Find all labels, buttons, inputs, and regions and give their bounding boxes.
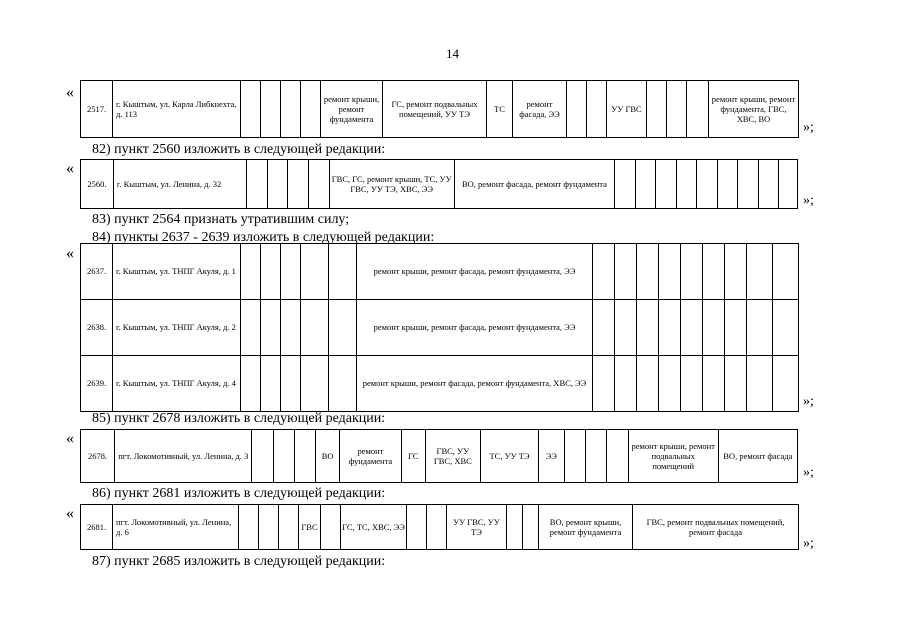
work-cell: ГС, ремонт подвальных помещений, УУ ТЭ: [383, 81, 487, 138]
work-cell: ремонт крыши, ремонт фасада, ремонт фундамента, ЭЭ: [357, 300, 593, 356]
address-cell: г. Кыштым, ул. ТНПГ Акуля, д. 4: [113, 356, 241, 412]
opening-quote: «: [66, 160, 74, 177]
address-cell: пгт. Локомотивный, ул. Ленина, д. 3: [115, 430, 252, 483]
closing-quote: »;: [803, 536, 814, 551]
opening-quote: «: [66, 84, 74, 101]
row-number: 2560.: [81, 160, 114, 209]
work-cell: ТС: [487, 81, 513, 138]
table-2637-2639: [80, 243, 799, 412]
row-number: 2678.: [81, 430, 115, 483]
opening-quote: «: [66, 245, 74, 262]
row-number: 2681.: [81, 505, 113, 550]
row-number: 2639.: [81, 356, 113, 412]
work-cell: ремонт фундамента: [339, 430, 401, 483]
page-number: 14: [446, 46, 459, 61]
address-cell: пгт. Локомотивный, ул. Ленина, д. 6: [113, 505, 239, 550]
work-cell: ВО, ремонт фасада, ремонт фундамента: [454, 160, 614, 209]
closing-quote: »;: [803, 193, 814, 208]
paragraph-83: 83) пункт 2564 признать утратившим силу;: [92, 212, 350, 227]
work-cell: УУ ГВС, УУ ТЭ: [447, 505, 507, 550]
work-cell: ремонт фасада, ЭЭ: [513, 81, 567, 138]
table-2517: [80, 80, 799, 138]
work-cell: ЭЭ: [538, 430, 564, 483]
address-cell: г. Кыштым, ул. ТНПГ Акуля, д. 1: [113, 244, 241, 300]
work-cell: ГС, ТС, ХВС, ЭЭ: [341, 505, 407, 550]
work-cell: ГВС, ГС, ремонт крыши, ТС, УУ ГВС, УУ ТЭ, ХВС, ЭЭ: [329, 160, 454, 209]
closing-quote: »;: [803, 465, 814, 480]
work-cell: ВО, ремонт крыши, ремонт фундамента: [539, 505, 633, 550]
work-cell: ремонт крыши, ремонт фундамента: [321, 81, 383, 138]
work-cell: ремонт крыши, ремонт подвальных помещений: [628, 430, 718, 483]
closing-quote: »;: [803, 120, 814, 135]
table-2681: [80, 504, 799, 550]
paragraph-87: 87) пункт 2685 изложить в следующей редакции:: [92, 554, 386, 569]
row-number: 2517.: [81, 81, 113, 138]
work-cell: ВО, ремонт фасада: [718, 430, 797, 483]
paragraph-82: 82) пункт 2560 изложить в следующей редакции:: [92, 142, 386, 157]
work-cell: ремонт крыши, ремонт фасада, ремонт фундамента, ХВС, ЭЭ: [357, 356, 593, 412]
paragraph-84: 84) пункты 2637 - 2639 изложить в следующей редакции:: [92, 230, 435, 245]
table-2678: [80, 429, 798, 483]
closing-quote: »;: [803, 394, 814, 409]
address-cell: г. Кыштым, ул. Ленина, д. 32: [113, 160, 247, 209]
work-cell: ГВС, УУ ГВС, ХВС: [425, 430, 481, 483]
work-cell: ремонт крыши, ремонт фундамента, ГВС, ХВС, ВО: [709, 81, 799, 138]
row-number: 2638.: [81, 300, 113, 356]
work-cell: ГВС: [299, 505, 321, 550]
address-cell: г. Кыштым, ул. ТНПГ Акуля, д. 2: [113, 300, 241, 356]
work-cell: ремонт крыши, ремонт фасада, ремонт фундамента, ЭЭ: [357, 244, 593, 300]
paragraph-86: 86) пункт 2681 изложить в следующей редакции:: [92, 486, 386, 501]
row-number: 2637.: [81, 244, 113, 300]
address-cell: г. Кыштым, ул. Карла Либкнехта, д. 113: [113, 81, 241, 138]
work-cell: ВО: [316, 430, 340, 483]
work-cell: ГС: [401, 430, 425, 483]
work-cell: ГВС, ремонт подвальных помещений, ремонт фасада: [633, 505, 799, 550]
work-cell: ТС, УУ ТЭ: [481, 430, 539, 483]
paragraph-85: 85) пункт 2678 изложить в следующей редакции:: [92, 411, 386, 426]
opening-quote: «: [66, 505, 74, 522]
work-cell: УУ ГВС: [607, 81, 647, 138]
table-2560: [80, 159, 798, 209]
opening-quote: «: [66, 430, 74, 447]
